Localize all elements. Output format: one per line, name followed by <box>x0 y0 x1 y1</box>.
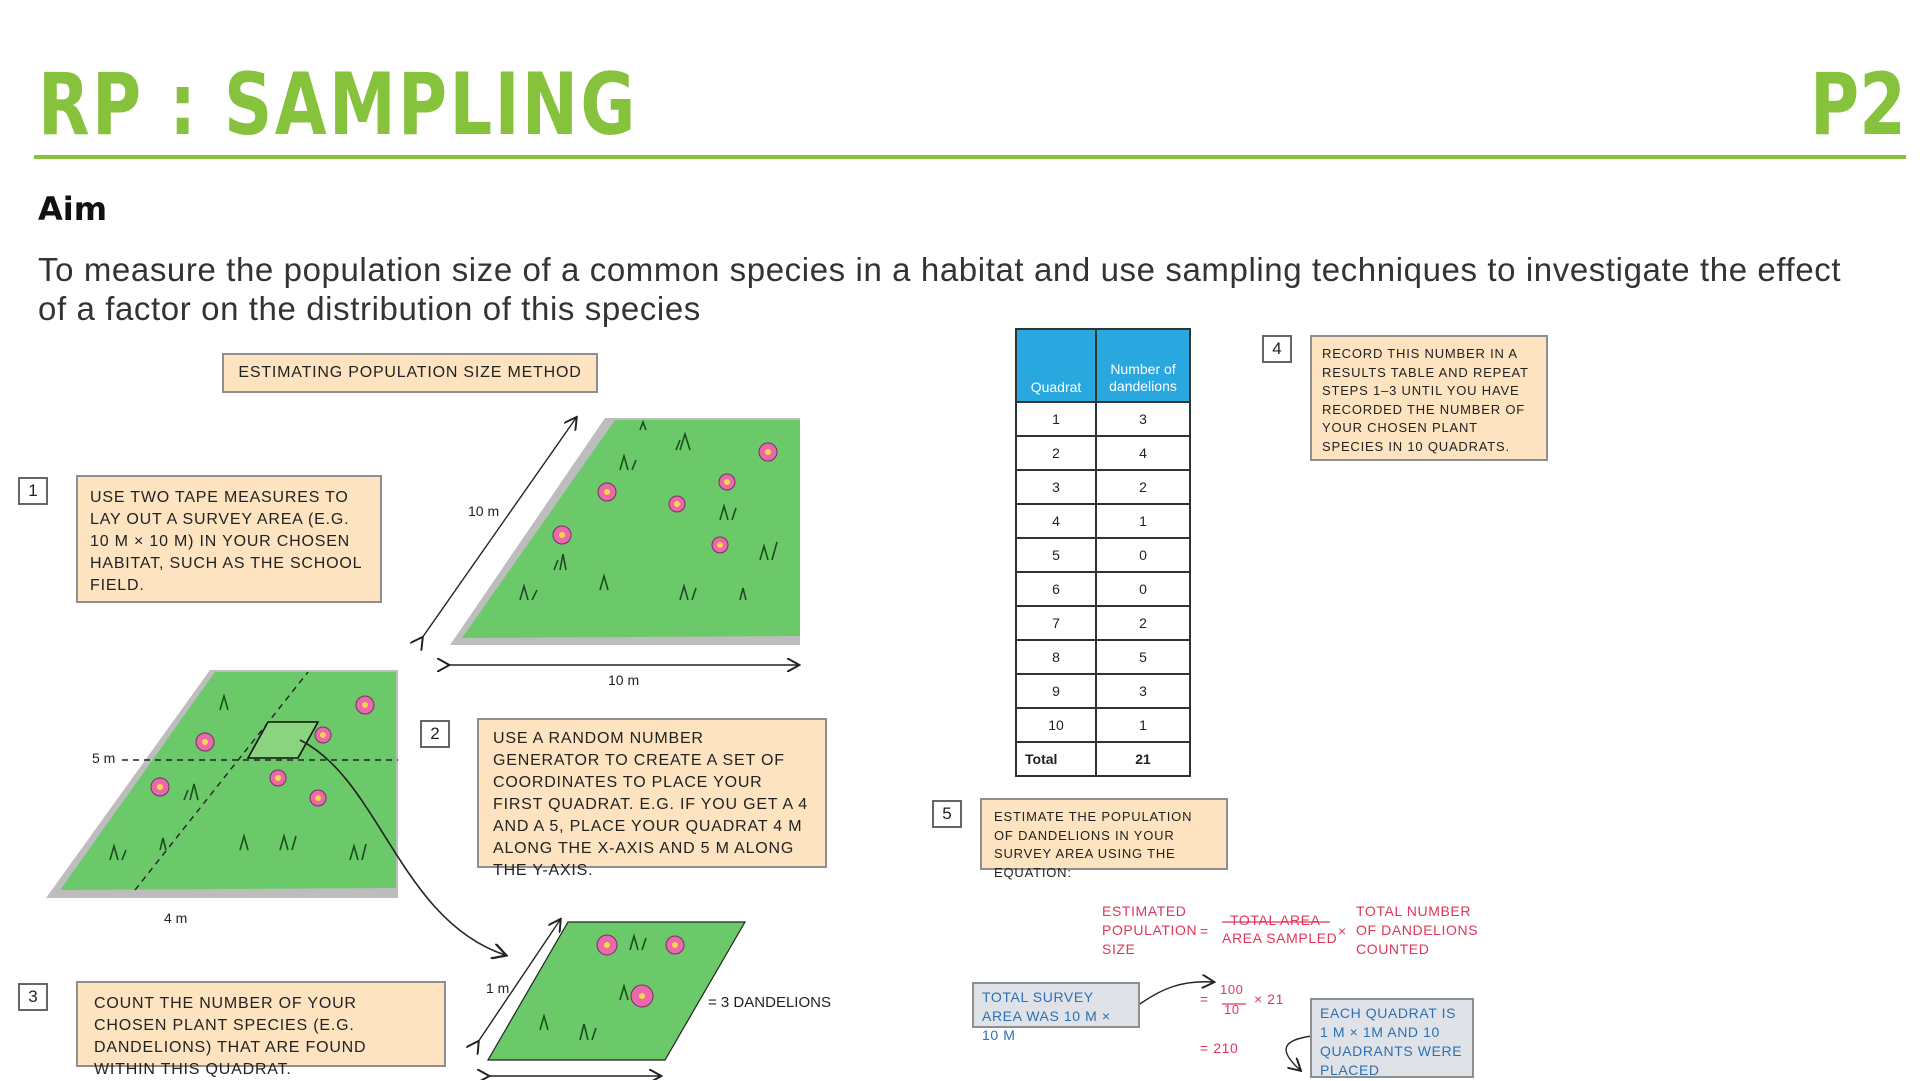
quadrat-cell: 4 <box>1016 504 1096 538</box>
eq-equals: = <box>1200 923 1209 939</box>
eq-times: × <box>1338 923 1347 939</box>
aim-heading: Aim <box>38 190 108 228</box>
quadrat-cell: 5 <box>1016 538 1096 572</box>
quadrat-side-label: 1 m <box>486 980 510 996</box>
count-cell: 2 <box>1096 470 1190 504</box>
aim-text: To measure the population size of a common species in a habitat and use sampling techniques to investigate the effect of a factor on the distribution of this species <box>38 251 1842 327</box>
table-row <box>1016 470 1190 504</box>
results-table-container <box>1015 328 1191 777</box>
eq-sub-equals: = <box>1200 991 1209 1007</box>
dandelion-count-label: = 3 DANDELIONS <box>708 994 831 1011</box>
quadrat-cell: 6 <box>1016 572 1096 606</box>
total-label: Total <box>1016 742 1096 776</box>
eq-rhs: TOTAL NUMBER OF DANDELIONS COUNTED <box>1356 903 1479 957</box>
step-5-text: ESTIMATE THE POPULATION OF DANDELIONS IN YOUR SURVEY AREA USING THE EQUATION: <box>994 809 1193 880</box>
step-2-number: 2 <box>420 720 450 748</box>
eq-sub-denominator: 10 <box>1224 1002 1240 1017</box>
header-quadrat: Quadrat <box>1016 329 1096 402</box>
count-cell: 0 <box>1096 572 1190 606</box>
eq-sub-numerator: 100 <box>1220 982 1244 997</box>
quadrat-cell: 1 <box>1016 402 1096 436</box>
table-row <box>1016 674 1190 708</box>
count-cell: 3 <box>1096 674 1190 708</box>
field-bottom-label: 10 m <box>608 672 640 688</box>
eq-denominator: AREA SAMPLED <box>1222 930 1338 946</box>
quadrat-cell: 2 <box>1016 436 1096 470</box>
table-row <box>1016 538 1190 572</box>
table-row <box>1016 402 1190 436</box>
quadrat-note-text: EACH QUADRAT IS 1 M × 1M AND 10 QUADRANTS WERE PLACED <box>1320 1005 1463 1078</box>
quadrat-cell: 9 <box>1016 674 1096 708</box>
quadrat-note <box>1310 998 1474 1078</box>
total-value: 21 <box>1096 742 1190 776</box>
survey-area-note-text: TOTAL SURVEY AREA WAS 10 M × 10 M <box>982 989 1111 1043</box>
y-coordinate-label: 5 m <box>92 750 116 766</box>
step-4-number: 4 <box>1262 335 1292 363</box>
step-1-number: 1 <box>18 477 48 505</box>
count-cell: 5 <box>1096 640 1190 674</box>
count-cell: 0 <box>1096 538 1190 572</box>
eq-numerator: TOTAL AREA <box>1230 912 1321 928</box>
table-total-row <box>1016 742 1190 776</box>
quadrat-cell: 3 <box>1016 470 1096 504</box>
eq-lhs: ESTIMATED POPULATION SIZE <box>1102 903 1198 957</box>
step-1-text: USE TWO TAPE MEASURES TO LAY OUT A SURVEY AREA (E.G. 10 M × 10 M) IN YOUR CHOSEN HABITAT, SUCH AS THE SCHOOL FIELD. <box>90 489 362 594</box>
header-dandelions: Number of dandelions <box>1096 329 1190 402</box>
count-cell: 1 <box>1096 504 1190 538</box>
quadrat-cell: 10 <box>1016 708 1096 742</box>
step-2-text: USE A RANDOM NUMBER GENERATOR TO CREATE A SET OF COORDINATES TO PLACE YOUR FIRST QUADRAT. E.G. IF YOU GET A 4 AND A 5, PLACE YOUR QUADRAT 4 M ALONG THE X-AXIS AND 5 M ALONG THE Y-AXIS. <box>493 730 808 879</box>
table-row <box>1016 504 1190 538</box>
table-row <box>1016 606 1190 640</box>
table-row <box>1016 572 1190 606</box>
eq-sub-multiplier: × 21 <box>1254 991 1285 1007</box>
table-row <box>1016 640 1190 674</box>
survey-area-field <box>422 418 800 665</box>
count-cell: 2 <box>1096 606 1190 640</box>
eq-result: = 210 <box>1200 1040 1239 1056</box>
page-title: RP : SAMPLING <box>38 55 638 155</box>
coordinate-field <box>46 670 505 955</box>
table-row <box>1016 708 1190 742</box>
field-side-label: 10 m <box>468 503 500 519</box>
count-cell: 4 <box>1096 436 1190 470</box>
results-table <box>1015 328 1191 777</box>
x-coordinate-label: 4 m <box>164 910 188 926</box>
step-5-number: 5 <box>932 800 962 828</box>
table-row <box>1016 436 1190 470</box>
step-3-number: 3 <box>18 983 48 1011</box>
quadrat-cell: 8 <box>1016 640 1096 674</box>
count-cell: 1 <box>1096 708 1190 742</box>
survey-area-note <box>972 982 1140 1043</box>
quadrat-cell: 7 <box>1016 606 1096 640</box>
step-3-text: COUNT THE NUMBER OF YOUR CHOSEN PLANT SPECIES (E.G. DANDELIONS) THAT ARE FOUND WITHIN THIS QUADRAT. <box>94 995 367 1078</box>
step-4-text: RECORD THIS NUMBER IN A RESULTS TABLE AND REPEAT STEPS 1–3 UNTIL YOU HAVE RECORDED THE NUMBER OF YOUR CHOSEN PLANT SPECIES IN 10 QUADRATS. <box>1322 346 1529 454</box>
method-heading-text: ESTIMATING POPULATION SIZE METHOD <box>238 364 582 381</box>
page-code: P2 <box>1810 55 1906 155</box>
count-cell: 3 <box>1096 402 1190 436</box>
